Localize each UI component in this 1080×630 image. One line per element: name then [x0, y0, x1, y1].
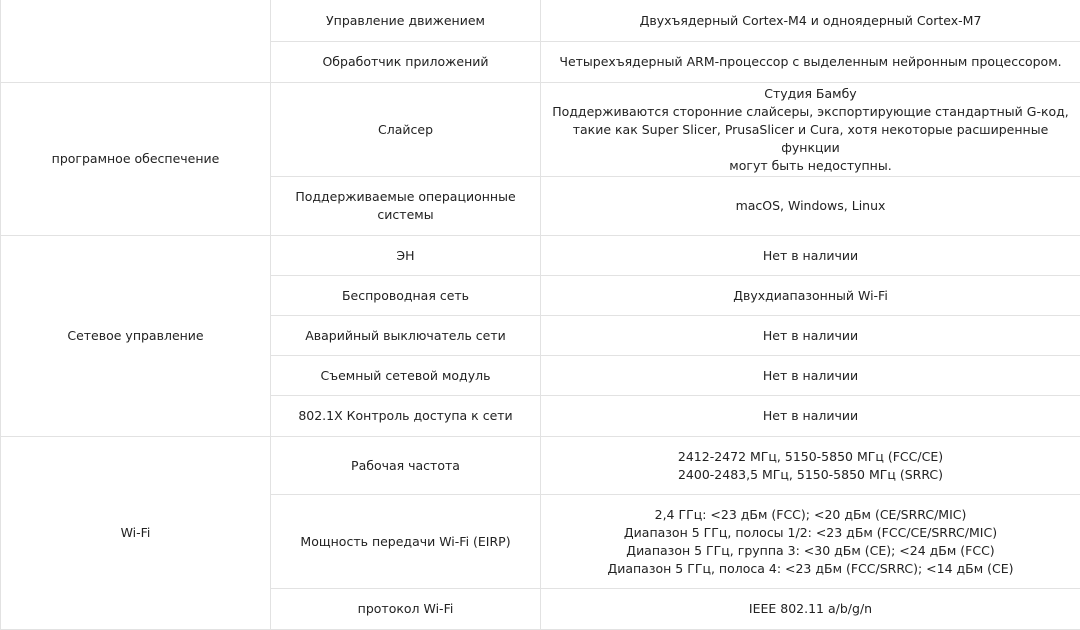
- spec-value-app-processor: Четырехъядерный ARM-процессор с выделенным нейронным процессором.: [541, 42, 1080, 83]
- spec-value-wireless: Двухдиапазонный Wi-Fi: [541, 276, 1080, 316]
- spec-value-kill-switch: Нет в наличии: [541, 316, 1080, 356]
- spec-label-frequency: Рабочая частота: [271, 437, 541, 495]
- table-row: [1, 236, 1080, 276]
- spec-label-power: Мощность передачи Wi-Fi (EIRP): [271, 495, 541, 589]
- power-line: Диапазон 5 ГГц, полоса 4: <23 дБм (FCC/SRRC); <14 дБм (CE): [607, 560, 1014, 576]
- table-row: [1, 437, 1080, 495]
- spec-label-kill-switch: Аварийный выключатель сети: [271, 316, 541, 356]
- slicer-line: могут быть недоступны.: [729, 157, 892, 173]
- spec-value-en: Нет в наличии: [541, 236, 1080, 276]
- slicer-line: такие как Super Slicer, PrusaSlicer и Cura, хотя некоторые расширенные функции: [572, 121, 1049, 155]
- table-row: [1, 0, 1080, 42]
- category-cell-empty: [1, 0, 271, 83]
- table-row: [1, 83, 1080, 177]
- slicer-line: Студия Бамбу: [764, 85, 857, 101]
- power-line: Диапазон 5 ГГц, полосы 1/2: <23 дБм (FCC/CE/SRRC/MIC): [623, 524, 998, 540]
- slicer-line: Поддерживаются сторонние слайсеры, экспортирующие стандартный G-код,: [552, 103, 1069, 119]
- spec-label-app-processor: Обработчик приложений: [271, 42, 541, 83]
- spec-value-slicer: [541, 83, 1080, 177]
- spec-value-removable-module: Нет в наличии: [541, 356, 1080, 396]
- spec-label-motion-control: Управление движением: [271, 0, 541, 42]
- spec-label-os: [271, 177, 541, 236]
- spec-label-protocol: протокол Wi-Fi: [271, 589, 541, 630]
- spec-value-protocol: IEEE 802.11 a/b/g/n: [541, 589, 1080, 630]
- category-network: Сетевое управление: [1, 236, 271, 437]
- frequency-line: 2400-2483,5 МГц, 5150-5850 МГц (SRRC): [677, 466, 944, 482]
- power-line: 2,4 ГГц: <23 дБм (FCC); <20 дБм (CE/SRRC/MIC): [654, 506, 967, 522]
- frequency-line: 2412-2472 МГц, 5150-5850 МГц (FCC/CE): [677, 448, 944, 464]
- spec-label-access-control: 802.1X Контроль доступа к сети: [271, 396, 541, 437]
- spec-label-slicer: Слайсер: [271, 83, 541, 177]
- spec-label-removable-module: Съемный сетевой модуль: [271, 356, 541, 396]
- category-wifi: Wi-Fi: [1, 437, 271, 630]
- spec-value-motion-control: Двухъядерный Cortex-M4 и одноядерный Cortex-M7: [541, 0, 1080, 42]
- spec-value-os: macOS, Windows, Linux: [541, 177, 1080, 236]
- power-line: Диапазон 5 ГГц, группа 3: <30 дБм (CE); <24 дБм (FCC): [626, 542, 995, 558]
- os-label-line: Поддерживаемые операционные: [295, 189, 516, 204]
- spec-value-access-control: Нет в наличии: [541, 396, 1080, 437]
- category-software: програмное обеспечение: [1, 83, 271, 236]
- spec-value-power: [541, 495, 1080, 589]
- os-label-line: системы: [377, 207, 434, 222]
- spec-label-en: ЭН: [271, 236, 541, 276]
- spec-value-frequency: [541, 437, 1080, 495]
- spec-label-wireless: Беспроводная сеть: [271, 276, 541, 316]
